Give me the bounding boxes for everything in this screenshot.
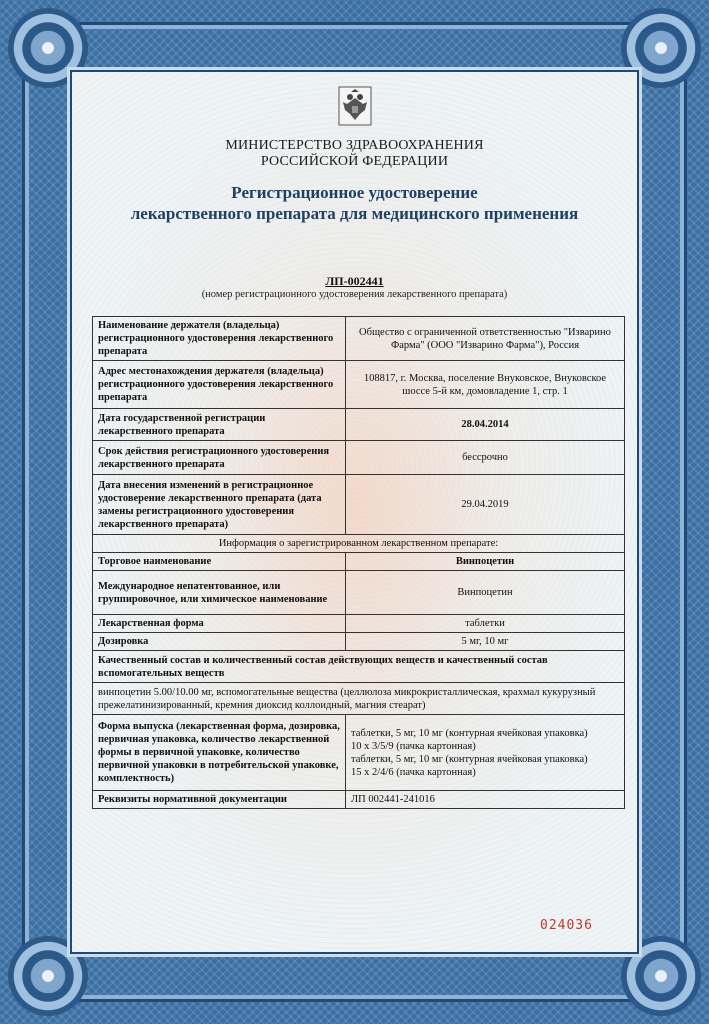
dosage-form-value: таблетки bbox=[346, 615, 625, 633]
documentation-value: ЛП 002441-241016 bbox=[346, 791, 625, 809]
changes-date-value: 29.04.2019 bbox=[346, 475, 625, 535]
release-form-value bbox=[346, 715, 625, 791]
release-form-line: 10 x 3/5/9 (пачка картонная) bbox=[351, 740, 476, 752]
table-row bbox=[93, 633, 625, 651]
table-row bbox=[93, 409, 625, 441]
registration-number-caption: (номер регистрационного удостоверения лекарственного препарата) bbox=[201, 289, 508, 300]
inn-value: Винпоцетин bbox=[346, 571, 625, 615]
composition-value: винпоцетин 5.00/10.00 мг, вспомогательные вещества (целлюлоза микрокристаллическая, крахмал кукурузный прежелатинизированный, кремния диоксид коллоидный, магния стеарат) bbox=[93, 683, 625, 715]
holder-value: Общество с ограниченной ответственностью "Изварино Фарма" (ООО "Изварино Фарма"), Россия bbox=[346, 317, 625, 361]
table-row bbox=[93, 571, 625, 615]
serial-number: 024036 bbox=[540, 918, 593, 933]
address-label: Адрес местонахождения держателя (владельца) регистрационного удостоверения лекарственного препарата bbox=[93, 361, 346, 409]
dosage-form-label: Лекарственная форма bbox=[93, 615, 346, 633]
documentation-label: Реквизиты нормативной документации bbox=[93, 791, 346, 809]
table-row bbox=[93, 715, 625, 791]
inn-label: Международное непатентованное, или группировочное, или химическое наименование bbox=[93, 571, 346, 615]
table-row bbox=[93, 361, 625, 409]
document-title-line2: лекарственного препарата для медицинского применения bbox=[130, 204, 579, 223]
table-row bbox=[93, 441, 625, 475]
registration-number: ЛП-002441 bbox=[325, 274, 384, 288]
trade-name-label: Торговое наименование bbox=[93, 553, 346, 571]
ministry-name-line2: РОССИЙСКОЙ ФЕДЕРАЦИИ bbox=[260, 154, 449, 169]
release-form-line: таблетки, 5 мг, 10 мг (контурная ячейковая упаковка) bbox=[351, 753, 588, 765]
table-row bbox=[93, 615, 625, 633]
validity-value: бессрочно bbox=[346, 441, 625, 475]
composition-heading: Качественный состав и количественный состав действующих веществ и качественный состав вспомогательных веществ bbox=[93, 651, 625, 683]
emblem-icon bbox=[338, 86, 372, 126]
registration-date-label: Дата государственной регистрации лекарственного препарата bbox=[93, 409, 346, 441]
certificate-table bbox=[92, 316, 625, 809]
validity-label: Срок действия регистрационного удостоверения лекарственного препарата bbox=[93, 441, 346, 475]
document-title-line1: Регистрационное удостоверение bbox=[231, 183, 478, 202]
release-form-line: таблетки, 5 мг, 10 мг (контурная ячейковая упаковка) bbox=[351, 727, 588, 739]
dosage-value: 5 мг, 10 мг bbox=[346, 633, 625, 651]
changes-date-label: Дата внесения изменений в регистрационное удостоверение лекарственного препарата (дата замены регистрационного удостоверения лекарственного препарата) bbox=[93, 475, 346, 535]
table-row bbox=[93, 317, 625, 361]
ministry-name-line1: МИНИСТЕРСТВО ЗДРАВООХРАНЕНИЯ bbox=[225, 138, 484, 153]
release-form-label: Форма выпуска (лекарственная форма, дозировка, первичная упаковка, количество лекарственной формы в первичной упаковке, количество первичной упаковки в потребительской упаковке, комплектность) bbox=[93, 715, 346, 791]
table-row bbox=[93, 651, 625, 683]
info-heading: Информация о зарегистрированном лекарственном препарате: bbox=[93, 535, 625, 553]
registration-date-value: 28.04.2014 bbox=[346, 409, 625, 441]
table-row bbox=[93, 535, 625, 553]
table-row bbox=[93, 475, 625, 535]
table-row bbox=[93, 791, 625, 809]
release-form-line: 15 x 2/4/6 (пачка картонная) bbox=[351, 766, 476, 778]
dosage-label: Дозировка bbox=[93, 633, 346, 651]
table-row bbox=[93, 553, 625, 571]
holder-label: Наименование держателя (владельца) регистрационного удостоверения лекарственного препарата bbox=[93, 317, 346, 361]
trade-name-value: Винпоцетин bbox=[346, 553, 625, 571]
address-value: 108817, г. Москва, поселение Внуковское, Внуковское шоссе 5-й км, домовладение 1, стр. 1 bbox=[346, 361, 625, 409]
table-row bbox=[93, 683, 625, 715]
